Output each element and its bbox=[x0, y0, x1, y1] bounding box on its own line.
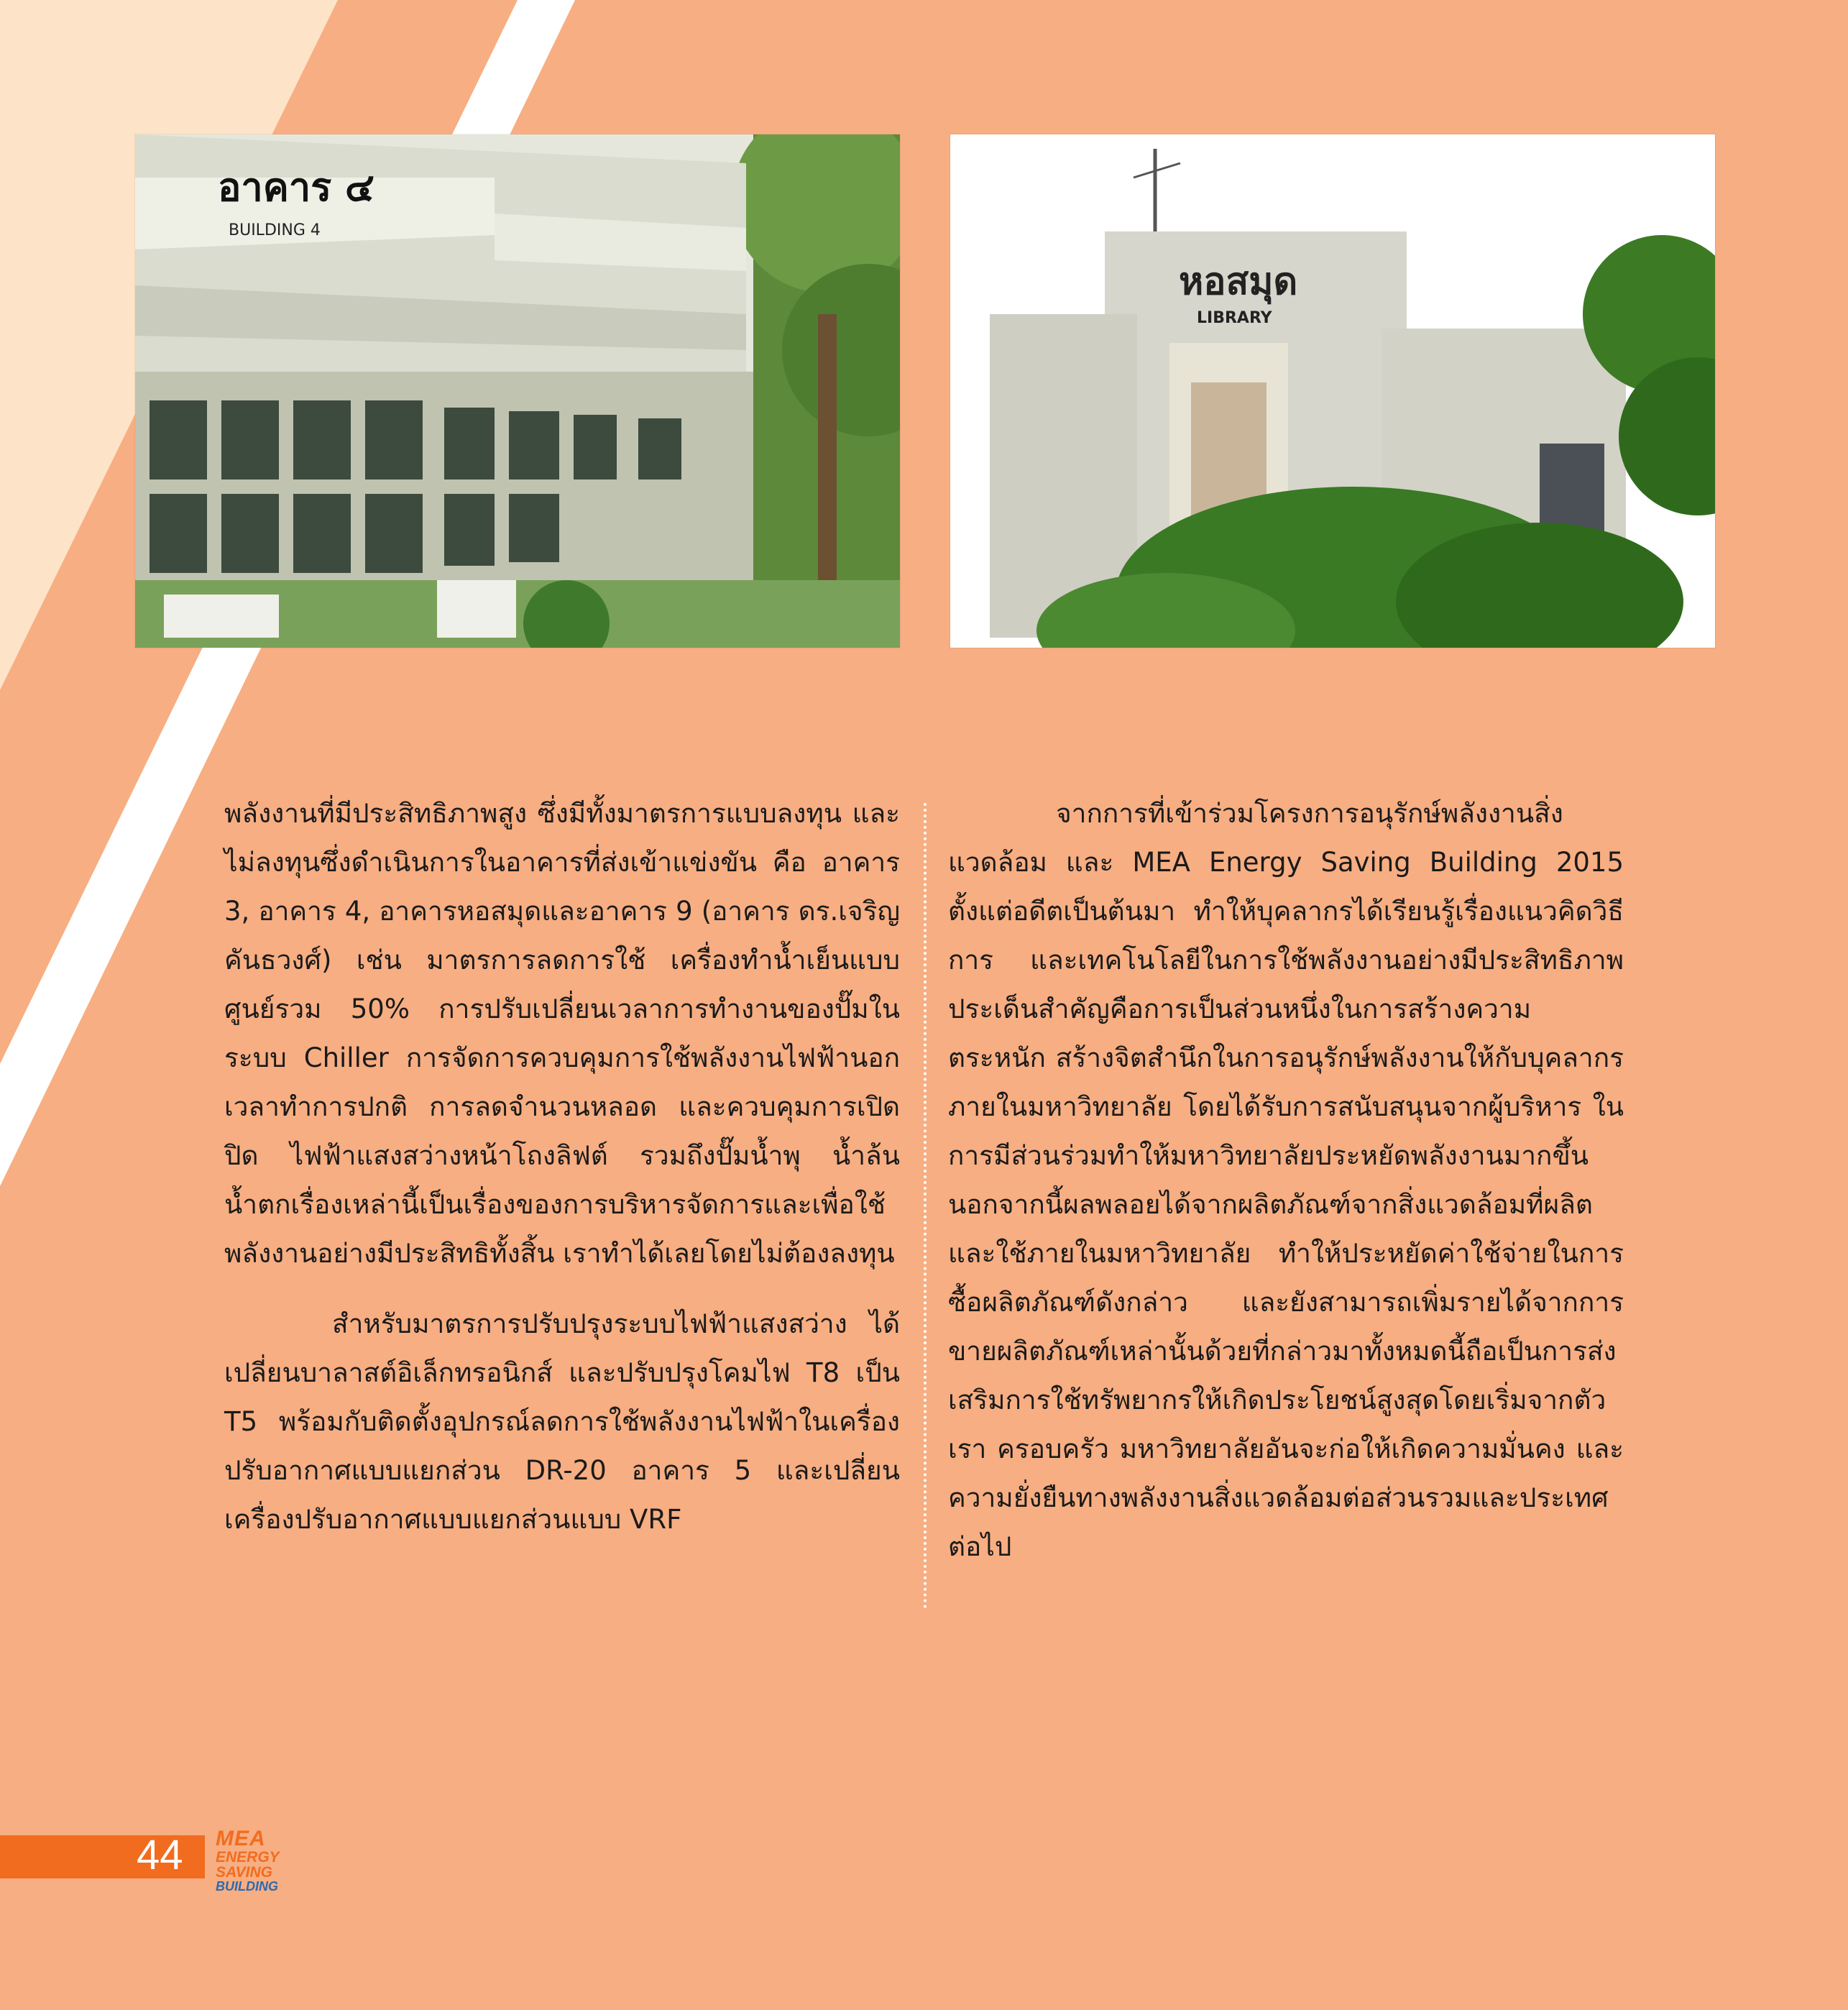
building-sign-thai: อาคาร ๔ bbox=[218, 165, 374, 210]
text-column-right bbox=[948, 789, 1624, 1571]
photo-building-4 bbox=[135, 134, 900, 648]
text-column-left bbox=[224, 789, 900, 1544]
paragraph: จากการที่เข้าร่วมโครงการอนุรักษ์พลังงานสิ่งแวดล้อม และ MEA Energy Saving Building 2015 ตั้งแต่อดีตเป็นต้นมา ทำให้บุคลากรได้เรียนรู้เรื่องแนวคิดวิธีการ และเทคโนโลยีในการใช้พลังงานอย่างมีประสิทธิภาพประเด็นสำคัญคือการเป็นส่วนหนึ่งในการสร้างความตระหนัก สร้างจิตสำนึกในการอนุรักษ์พลังงานให้กับบุคลากรภายในมหาวิทยาลัย โดยได้รับการสนับสนุนจากผู้บริหาร ในการมีส่วนร่วมทำให้มหาวิทยาลัยประหยัดพลังงานมากขึ้น นอกจากนี้ผลพลอยได้จากผลิตภัณฑ์จากสิ่งแวดล้อมที่ผลิตและใช้ภายในมหาวิทยาลัย ทำให้ประหยัดค่าใช้จ่ายในการซื้อผลิตภัณฑ์ดังกล่าว และยังสามารถเพิ่มรายได้จากการขายผลิตภัณฑ์เหล่านั้นด้วยที่กล่าวมาทั้งหมดนี้ถือเป็นการส่งเสริมการใช้ทรัพยากรให้เกิดประโยชน์สูงสุดโดยเริ่มจากตัวเรา ครอบครัว มหาวิทยาลัยอันจะก่อให้เกิดความมั่นคง และความยั่งยืนทางพลังงานสิ่งแวดล้อมต่อส่วนรวมและประเทศต่อไป bbox=[948, 798, 1624, 1562]
library-sign-en: LIBRARY bbox=[1197, 309, 1272, 327]
photo-library bbox=[950, 134, 1715, 648]
page-number: 44 bbox=[137, 1832, 183, 1878]
logo-line: BUILDING bbox=[216, 1879, 278, 1894]
logo-line: ENERGY bbox=[216, 1849, 280, 1866]
mea-energy-saving-building-logo bbox=[216, 1828, 295, 1893]
library-sign-thai: หอสมุด bbox=[1179, 260, 1298, 303]
column-divider bbox=[924, 803, 927, 1609]
paragraph: สำหรับมาตรการปรับปรุงระบบไฟฟ้าแสงสว่าง ได้เปลี่ยนบาลาสต์อิเล็กทรอนิกส์ และปรับปรุงโคมไฟ T8 เป็น T5 พร้อมกับติดตั้งอุปกรณ์ลดการใช้พลังงานไฟฟ้าในเครื่องปรับอากาศแบบแยกส่วน DR-20 อาคาร 5 และเปลี่ยนเครื่องปรับอากาศแบบแยกส่วนแบบ VRF bbox=[224, 1308, 900, 1535]
logo-line: MEA bbox=[216, 1827, 266, 1850]
logo-line: SAVING bbox=[216, 1864, 272, 1881]
building-sign-en: BUILDING 4 bbox=[229, 221, 321, 239]
paragraph: พลังงานที่มีประสิทธิภาพสูง ซึ่งมีทั้งมาตรการแบบลงทุน และไม่ลงทุนซึ่งดำเนินการในอาคารที่ส่งเข้าแข่งขัน คือ อาคาร 3, อาคาร 4, อาคารหอสมุดและอาคาร 9 (อาคาร ดร.เจริญ คันธวงศ์) เช่น มาตรการลดการใช้ เครื่องทำน้ำเย็นแบบศูนย์รวม 50% การปรับเปลี่ยนเวลาการทำงานของปั๊มในระบบ Chiller การจัดการควบคุมการใช้พลังงานไฟฟ้านอกเวลาทำการปกติ การลดจำนวนหลอด และควบคุมการเปิด ปิด ไฟฟ้าแสงสว่างหน้าโถงลิฟต์ รวมถึงปั๊มน้ำพุ น้ำล้น น้ำตกเรื่องเหล่านี้เป็นเรื่องของการบริหารจัดการและเพื่อใช้พลังงานอย่างมีประสิทธิทั้งสิ้น เราทำได้เลยโดยไม่ต้องลงทุน bbox=[224, 798, 900, 1269]
